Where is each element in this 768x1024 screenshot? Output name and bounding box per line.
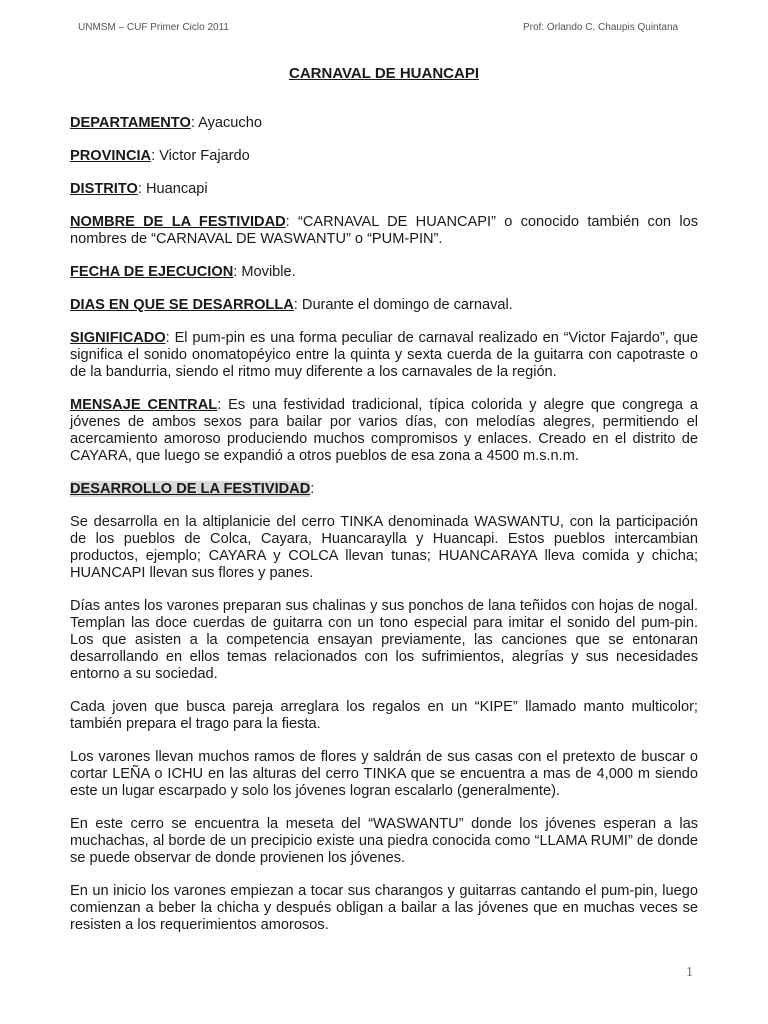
field-label: MENSAJE CENTRAL (70, 397, 218, 413)
field-value: : Huancapi (137, 181, 208, 197)
field-label: SIGNIFICADO (70, 330, 166, 346)
body-paragraph: En un inicio los varones empiezan a tocar sus charangos y guitarras cantando el pum-pin, luego comienzan a beber la chicha y después obligan a bailar a las jóvenes que en muchas veces se resisten a los requerimientos amorosos. (70, 883, 698, 933)
field-value: : Es una festividad tradicional, típica colorida y alegre que congrega a jóvenes de ambos sexos para bailar por varios días, con melodías alegres, permitiendo el acercamiento amoroso produciendo muchos compromisos y enlaces. Creado en el distrito de CAYARA, que luego se expandió a otros pueblos de esa zona a 4500 m.s.n.m. (70, 397, 699, 464)
body-paragraph: Los varones llevan muchos ramos de flores y saldrán de sus casas con el pretexto de buscar o cortar LEÑA o ICHU en las alturas del cerro TINKA que se encuentra a mas de 4,000 m siendo este un lugar escarpado y solo los jóvenes logran escalarlo (generalmente). (70, 749, 698, 799)
field-label: DIAS EN QUE SE DESARROLLA (70, 297, 294, 313)
field-value: : Movible. (233, 264, 296, 280)
field-label: PROVINCIA (70, 148, 152, 164)
field-distrito (70, 181, 698, 198)
field-departamento (70, 115, 698, 132)
field-mensaje-central (70, 397, 698, 465)
field-label: DISTRITO (70, 181, 138, 197)
body-paragraph: Cada joven que busca pareja arreglara los regalos en un “KIPE” llamado manto multicolor; también prepara el trago para la fiesta. (70, 699, 698, 732)
field-nombre-festividad (70, 214, 698, 248)
field-value: : El pum-pin es una forma peculiar de carnaval realizado en “Victor Fajardo”, que significa el sonido onomatopéyico entre la quinta y sexta cuerda de la guitarra con capotraste o de la bandurria, siendo el ritmo muy diferente a los carnavales de la región. (70, 330, 698, 380)
body-paragraph: Días antes los varones preparan sus chalinas y sus ponchos de lana teñidos con hojas de nogal. Templan las doce cuerdas de guitarra con un tono especial para imitar el sonido del pum-pin. Los que asisten a la competencia ensayan previamente, las canciones que se entonaran desarrollando en ellos temas relacionados con los sufrimientos, alegrías y sus necesidades entorno a su sociedad. (70, 598, 698, 682)
field-value: : Victor Fajardo (151, 148, 250, 164)
page-header-right: Prof: Orlando C. Chaupis Quintana (523, 22, 679, 33)
page-header-left: UNMSM – CUF Primer Ciclo 2011 (78, 22, 229, 33)
section-heading (70, 481, 698, 498)
document-title: CARNAVAL DE HUANCAPI (288, 65, 479, 82)
body-paragraph: Se desarrolla en la altiplanicie del cerro TINKA denominada WASWANTU, con la participación de los pueblos de Colca, Cayara, Huancaraylla y Huancapi. Estos pueblos intercambian productos, ejemplo; CAYARA y COLCA llevan tunas; HUANCARAYA lleva comida y chicha; HUANCAPI llevan sus flores y panes. (70, 514, 698, 581)
field-value: : Durante el domingo de carnaval. (293, 297, 513, 313)
field-label: NOMBRE DE LA FESTIVIDAD (70, 214, 286, 230)
section-heading-suffix: : (310, 481, 315, 497)
field-label: DEPARTAMENTO (70, 115, 191, 131)
field-dias (70, 297, 698, 314)
field-value: : Ayacucho (190, 115, 262, 131)
field-provincia (70, 148, 698, 165)
page-number: 1 (686, 965, 693, 980)
field-fecha-ejecucion (70, 264, 698, 281)
field-value: : “CARNAVAL DE HUANCAPI” o conocido también con los nombres de “CARNAVAL DE WASWANTU” o “PUM-PIN”. (70, 214, 698, 247)
field-label: FECHA DE EJECUCION (70, 264, 234, 280)
section-heading-label: DESARROLLO DE LA FESTIVIDAD (70, 481, 311, 497)
field-significado (70, 330, 698, 381)
body-paragraph: En este cerro se encuentra la meseta del “WASWANTU” donde los jóvenes esperan a las muchachas, al borde de un precipicio existe una piedra conocida como “LLAMA RUMI” de donde se puede observar de donde provienen los jóvenes. (70, 816, 698, 866)
document-body (70, 115, 698, 950)
